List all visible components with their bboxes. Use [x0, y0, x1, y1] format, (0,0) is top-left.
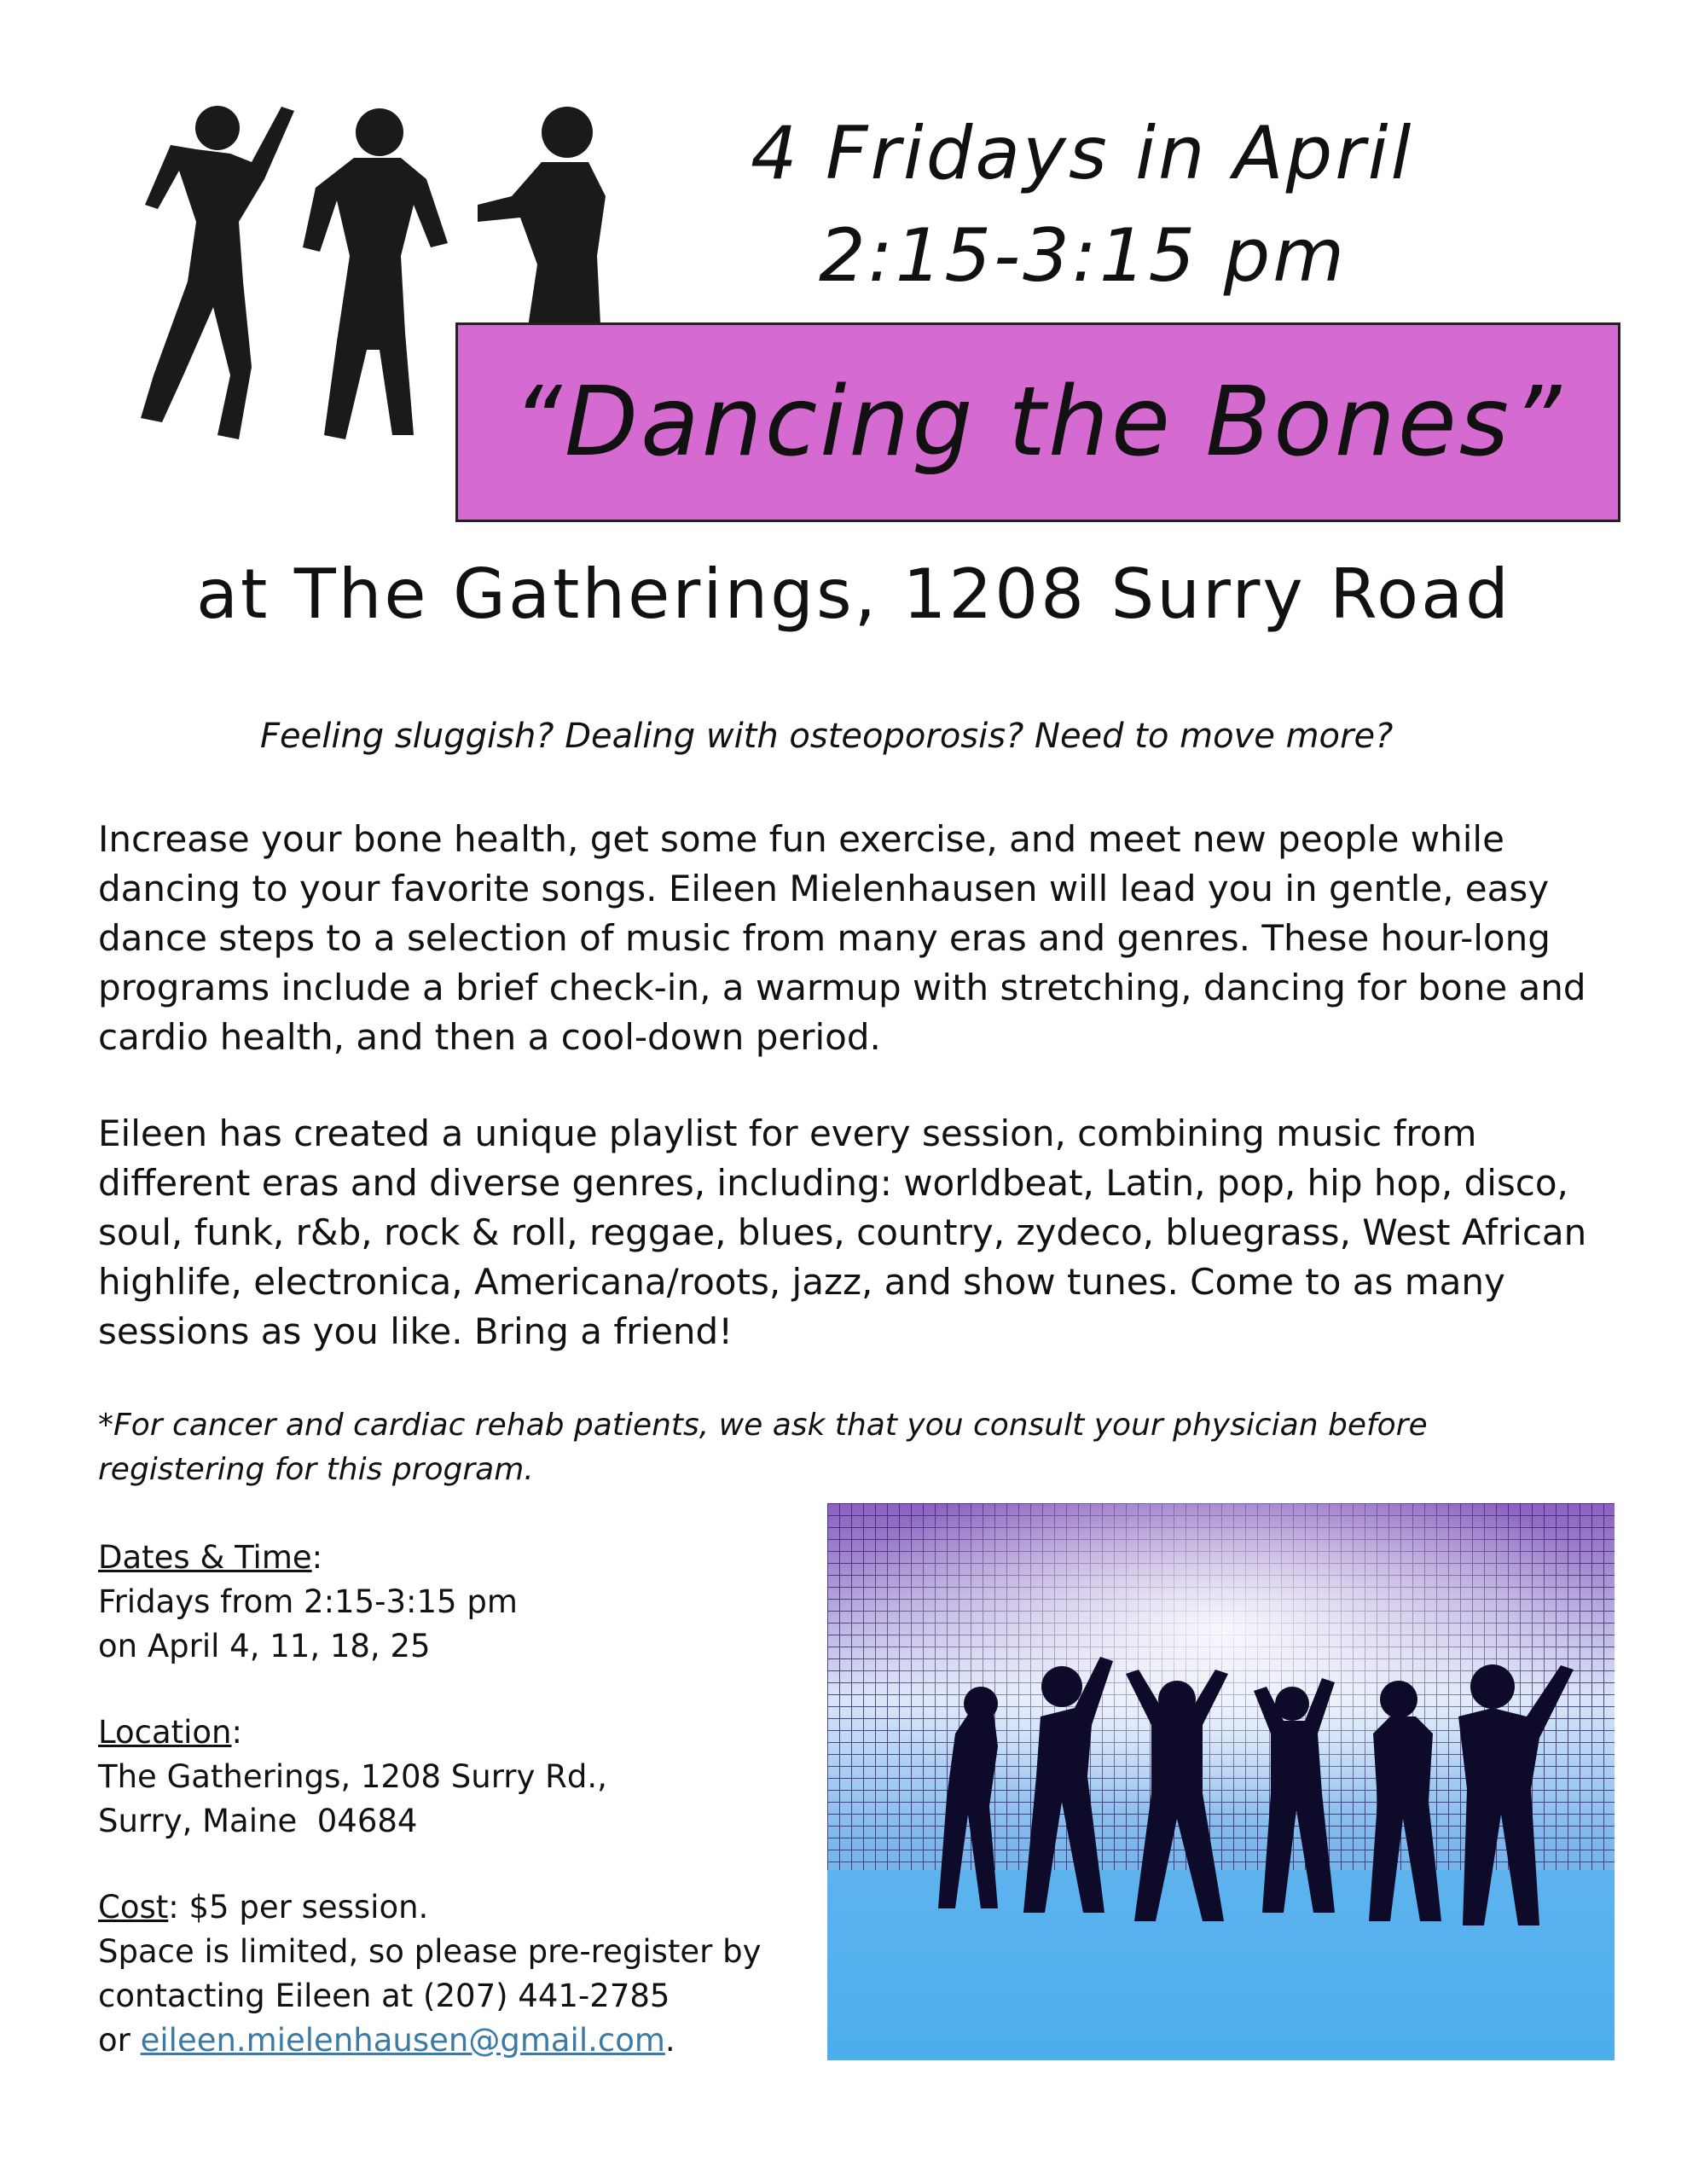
contact-line: contacting Eileen at (207) 441-2785: [98, 1978, 670, 2014]
email-link[interactable]: eileen.mielenhausen@gmail.com: [140, 2022, 665, 2059]
description-paragraph: Increase your bone health, get some fun exercise, and meet new people while dancing to your favorite songs. Eileen Mielenhausen will lead you in gentle, easy dance steps to a selection of music from many eras and genres. These hour-long programs include a brief check-in, a warmup with stretching, dancing for bone and cardio health, and then a cool-down period.: [98, 818, 1586, 1058]
location-line: Surry, Maine 04684: [98, 1803, 418, 1839]
title-banner: [455, 322, 1620, 522]
location-label: Location: [98, 1714, 232, 1751]
cost-section: Cost: $5 per session. Space is limited, so please pre-register by contacting Eileen at (207) 441-2785 or eileen.mielenhausen@gmail.com.: [98, 1885, 832, 2063]
schedule-heading: 4 Fridays in April: [751, 111, 1414, 196]
contact-line: Space is limited, so please pre-register by: [98, 1933, 762, 1970]
event-title: “Dancing the Bones”: [512, 367, 1564, 478]
cost-label: Cost: [98, 1889, 169, 1926]
dates-line: on April 4, 11, 18, 25: [98, 1628, 431, 1664]
location-section: Location: The Gatherings, 1208 Surry Rd., Surry, Maine 04684: [98, 1711, 832, 1844]
dates-section: Dates & Time: Fridays from 2:15-3:15 pm on April 4, 11, 18, 25: [98, 1536, 832, 1669]
dance-party-image: [827, 1503, 1615, 2060]
time-heading: 2:15-3:15 pm: [819, 213, 1347, 299]
location-line: The Gatherings, 1208 Surry Rd.,: [98, 1758, 607, 1795]
tagline: Feeling sluggish? Dealing with osteoporosis? Need to move more?: [260, 717, 1394, 756]
playlist-paragraph: Eileen has created a unique playlist for every session, combining music from different eras and diverse genres, including: worldbeat, Latin, pop, hip hop, disco, soul, funk, r&b, rock & roll, reggae, blues, country, zydeco, bluegrass, West African highlife, electronica, Americana/roots, jazz, and show tunes. Come to as many sessions as you like. Bring a friend!: [98, 1112, 1587, 1352]
cost-value: $5 per session.: [188, 1889, 429, 1926]
rehab-disclaimer: *For cancer and cardiac rehab patients, we ask that you consult your physician before registering for this program.: [98, 1408, 1428, 1487]
dates-line: Fridays from 2:15-3:15 pm: [98, 1583, 518, 1620]
contact-or: or: [98, 2022, 130, 2059]
dates-label: Dates & Time: [98, 1539, 312, 1576]
venue-heading: at The Gatherings, 1208 Surry Road: [196, 555, 1511, 634]
